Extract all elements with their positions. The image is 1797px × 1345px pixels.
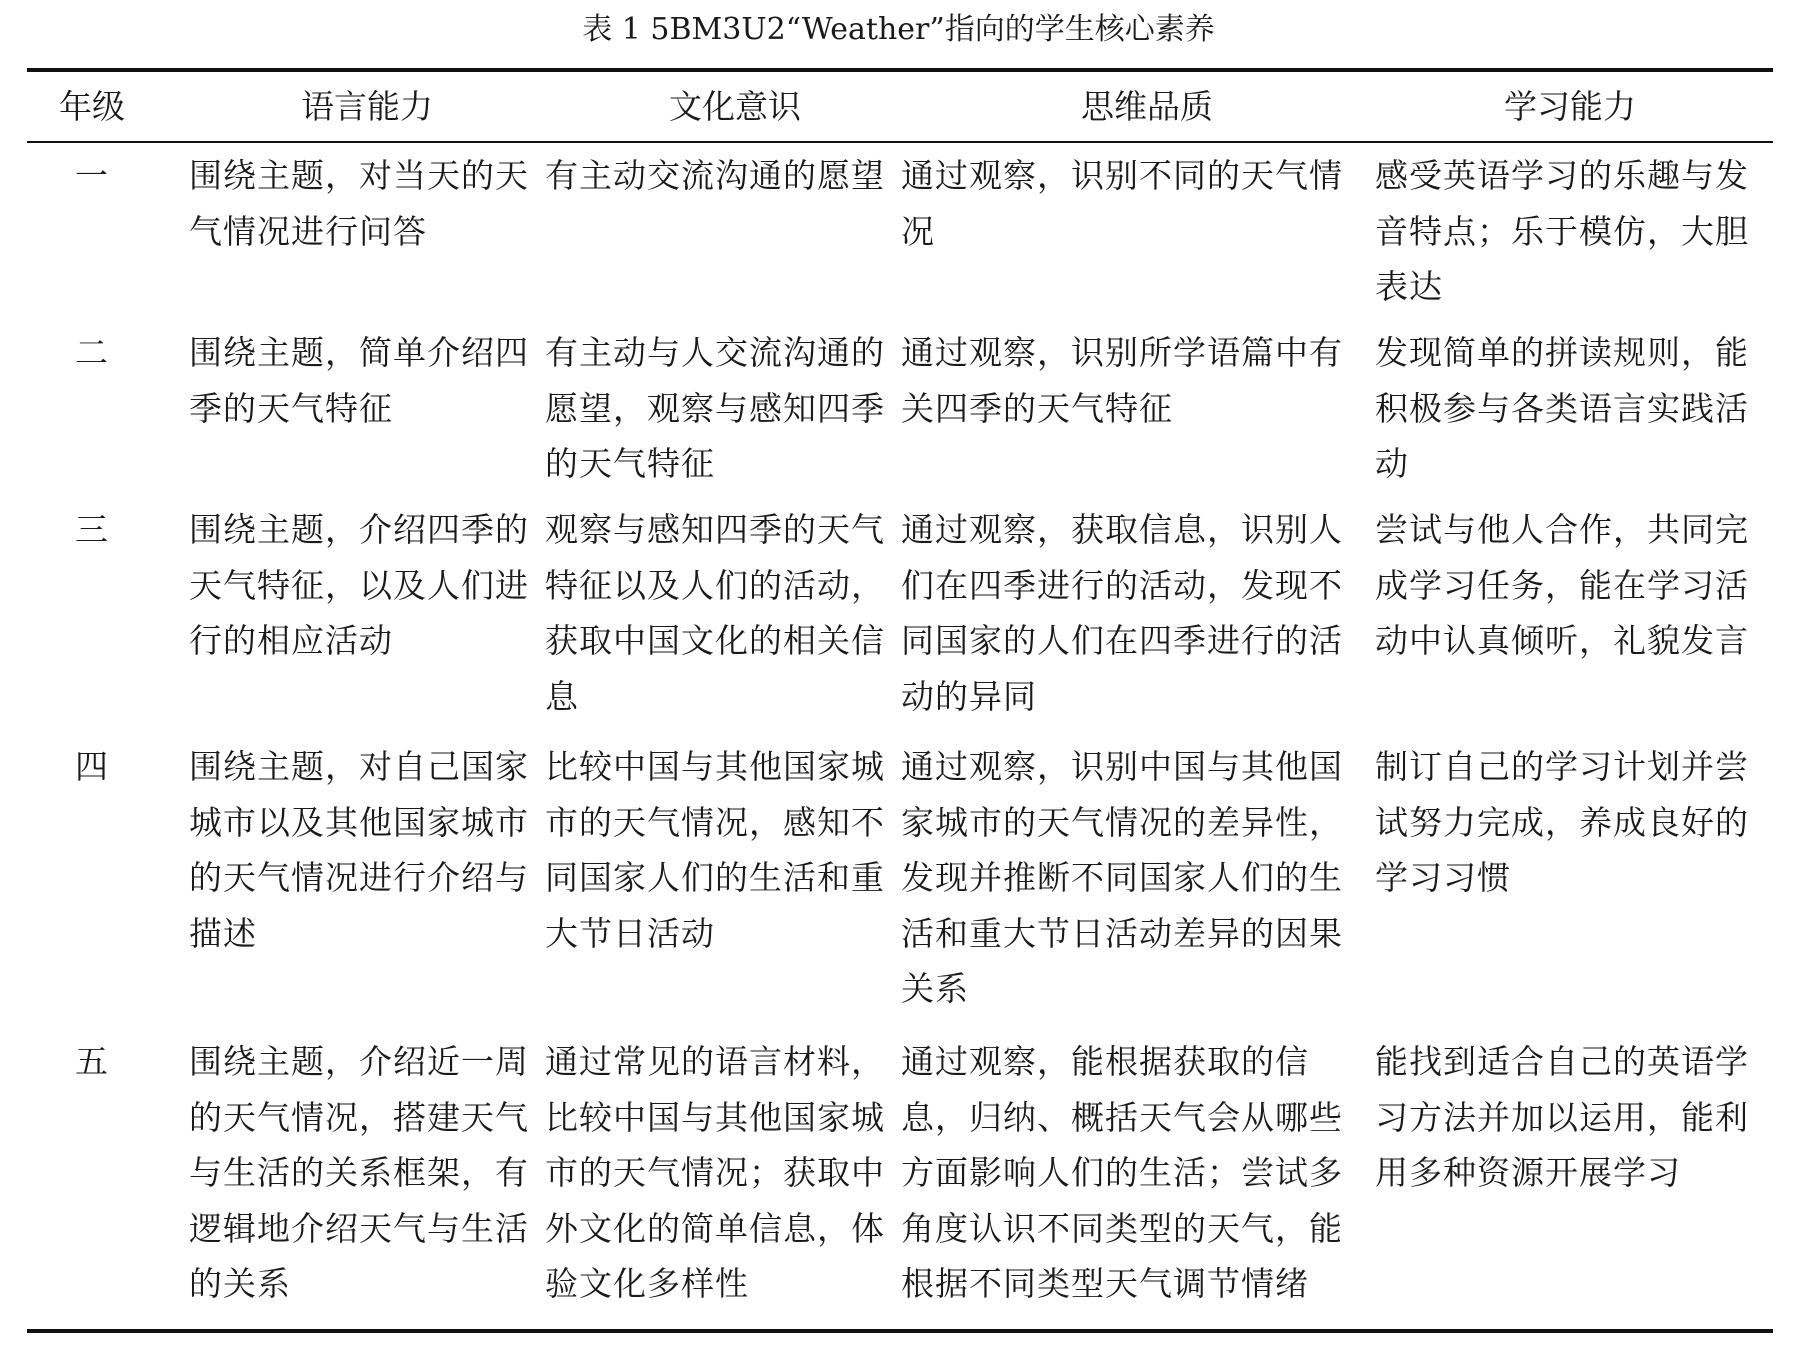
header-cultural-awareness: 文化意识 [669,87,801,126]
cell-learning-ability: 发现简单的拼读规则，能积极参与各类语言实践活动 [1375,333,1749,483]
cell-grade: 五 [75,1042,109,1081]
cell-cultural-awareness: 有主动交流沟通的愿望 [545,156,885,195]
cell-grade: 一 [75,156,109,195]
cell-language-ability: 围绕主题，对自己国家城市以及其他国家城市的天气情况进行介绍与描述 [189,747,529,953]
cell-language-ability: 围绕主题，介绍近一周的天气情况，搭建天气与生活的关系框架，有逻辑地介绍天气与生活的关系 [189,1042,529,1303]
table-top-rule [27,68,1773,72]
cell-cultural-awareness: 通过常见的语言材料，比较中国与其他国家城市的天气情况；获取中外文化的简单信息，体验文化多样性 [545,1042,885,1303]
cell-learning-ability: 尝试与他人合作，共同完成学习任务，能在学习活动中认真倾听，礼貌发言 [1375,510,1749,660]
cell-cultural-awareness: 有主动与人交流沟通的愿望，观察与感知四季的天气特征 [545,333,885,483]
cell-cultural-awareness: 比较中国与其他国家城市的天气情况，感知不同国家人们的生活和重大节日活动 [545,747,885,953]
cell-thinking-quality: 通过观察，识别中国与其他国家城市的天气情况的差异性，发现并推断不同国家人们的生活和重大节日活动差异的因果关系 [901,747,1343,1008]
cell-thinking-quality: 通过观察，能根据获取的信息，归纳、概括天气会从哪些方面影响人们的生活；尝试多角度认识不同类型的天气，能根据不同类型天气调节情绪 [901,1042,1343,1303]
header-thinking-quality: 思维品质 [1081,87,1213,126]
cell-grade: 二 [75,333,109,372]
cell-learning-ability: 制订自己的学习计划并尝试努力完成，养成良好的学习习惯 [1375,747,1749,897]
header-grade: 年级 [59,87,125,126]
cell-learning-ability: 能找到适合自己的英语学习方法并加以运用，能利用多种资源开展学习 [1375,1042,1749,1192]
header-learning-ability: 学习能力 [1504,87,1636,126]
cell-language-ability: 围绕主题，介绍四季的天气特征，以及人们进行的相应活动 [189,510,529,660]
table-caption: 表 1 5BM3U2“Weather”指向的学生核心素养 [582,12,1215,47]
cell-thinking-quality: 通过观察，识别所学语篇中有关四季的天气特征 [901,333,1343,428]
header-language-ability: 语言能力 [301,87,433,126]
cell-thinking-quality: 通过观察，识别不同的天气情况 [901,156,1343,251]
cell-grade: 四 [75,747,109,786]
table-header-rule [27,141,1773,143]
cell-thinking-quality: 通过观察，获取信息，识别人们在四季进行的活动，发现不同国家的人们在四季进行的活动的异同 [901,510,1343,716]
cell-cultural-awareness: 观察与感知四季的天气特征以及人们的活动，获取中国文化的相关信息 [545,510,885,716]
table-bottom-rule [27,1329,1773,1333]
cell-grade: 三 [75,510,109,549]
table-header-row [27,78,1773,136]
cell-language-ability: 围绕主题，简单介绍四季的天气特征 [189,333,529,428]
cell-learning-ability: 感受英语学习的乐趣与发音特点；乐于模仿，大胆表达 [1375,156,1749,306]
cell-language-ability: 围绕主题，对当天的天气情况进行问答 [189,156,529,251]
